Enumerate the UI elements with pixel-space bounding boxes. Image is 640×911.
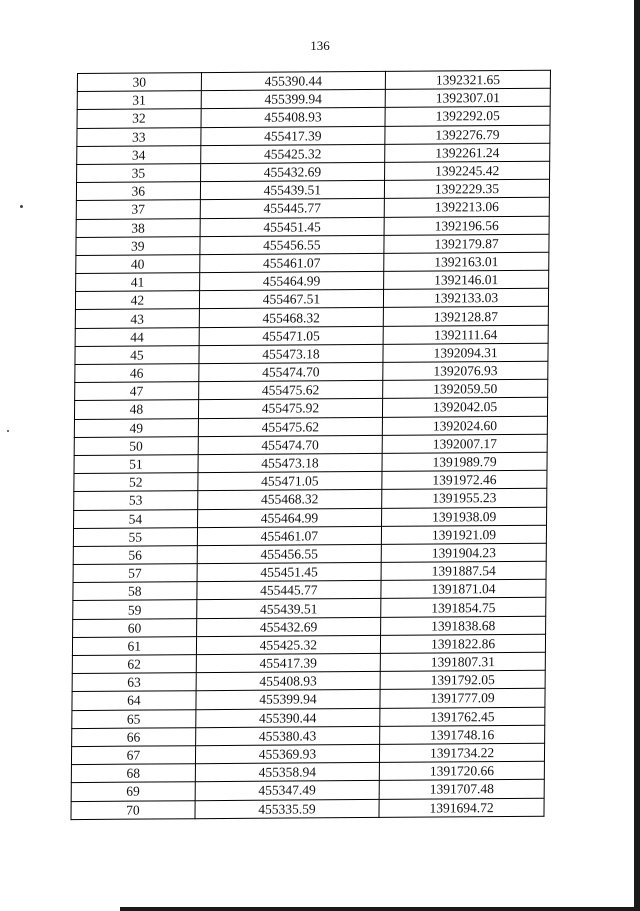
y-coordinate-cell: 1391734.22 <box>380 743 545 762</box>
point-number-cell: 63 <box>72 673 196 692</box>
y-coordinate-cell: 1391972.46 <box>382 470 547 489</box>
point-number-cell: 43 <box>75 309 199 328</box>
table-row <box>71 798 544 819</box>
y-coordinate-cell: 1391807.31 <box>380 652 545 671</box>
x-coordinate-cell: 455445.77 <box>200 199 385 218</box>
x-coordinate-cell: 455408.93 <box>201 108 386 127</box>
y-coordinate-cell: 1391694.72 <box>379 798 544 817</box>
point-number-cell: 54 <box>74 509 198 528</box>
x-coordinate-cell: 455432.69 <box>200 162 385 181</box>
x-coordinate-cell: 455471.05 <box>198 472 383 491</box>
y-coordinate-cell: 1391762.45 <box>380 707 545 726</box>
y-coordinate-cell: 1391921.09 <box>382 525 547 544</box>
x-coordinate-cell: 455417.39 <box>196 653 381 672</box>
coordinate-table-body <box>71 70 550 819</box>
y-coordinate-cell: 1392245.42 <box>385 161 550 180</box>
x-coordinate-cell: 455461.07 <box>199 253 384 272</box>
x-coordinate-cell: 455335.59 <box>195 799 380 818</box>
y-coordinate-cell: 1391707.48 <box>379 780 544 799</box>
point-number-cell: 70 <box>71 800 195 819</box>
x-coordinate-cell: 455358.94 <box>195 763 380 782</box>
y-coordinate-cell: 1392261.24 <box>385 143 550 162</box>
y-coordinate-cell: 1391904.23 <box>381 543 546 562</box>
y-coordinate-cell: 1392276.79 <box>385 125 550 144</box>
x-coordinate-cell: 455464.99 <box>197 508 382 527</box>
x-coordinate-cell: 455399.94 <box>196 690 381 709</box>
y-coordinate-cell: 1392133.03 <box>384 288 549 307</box>
point-number-cell: 52 <box>74 473 198 492</box>
page-number: 136 <box>310 38 330 53</box>
y-coordinate-cell: 1392076.93 <box>383 361 548 380</box>
x-coordinate-cell: 455417.39 <box>201 126 386 145</box>
y-coordinate-cell: 1391938.09 <box>382 507 547 526</box>
x-coordinate-cell: 455474.70 <box>198 435 383 454</box>
coordinate-table <box>70 70 550 820</box>
point-number-cell: 46 <box>75 364 199 383</box>
point-number-cell: 45 <box>75 345 199 364</box>
point-number-cell: 35 <box>77 164 201 183</box>
point-number-cell: 59 <box>73 600 197 619</box>
y-coordinate-cell: 1392111.64 <box>383 325 548 344</box>
point-number-cell: 33 <box>77 127 201 146</box>
y-coordinate-cell: 1391989.79 <box>382 452 547 471</box>
y-coordinate-cell: 1391838.68 <box>381 616 546 635</box>
x-coordinate-cell: 455467.51 <box>199 290 384 309</box>
point-number-cell: 48 <box>74 400 198 419</box>
x-coordinate-cell: 455347.49 <box>195 781 380 800</box>
y-coordinate-cell: 1392146.01 <box>384 270 549 289</box>
point-number-cell: 62 <box>72 655 196 674</box>
point-number-cell: 38 <box>76 218 200 237</box>
x-coordinate-cell: 455475.92 <box>198 399 383 418</box>
point-number-cell: 47 <box>75 382 199 401</box>
y-coordinate-cell: 1391822.86 <box>381 634 546 653</box>
point-number-cell: 39 <box>76 236 200 255</box>
point-number-cell: 51 <box>74 455 198 474</box>
y-coordinate-cell: 1391792.05 <box>380 670 545 689</box>
point-number-cell: 36 <box>76 182 200 201</box>
point-number-cell: 30 <box>77 73 201 92</box>
y-coordinate-cell: 1392163.01 <box>384 252 549 271</box>
x-coordinate-cell: 455456.55 <box>200 235 385 254</box>
point-number-cell: 60 <box>73 618 197 637</box>
point-number-cell: 40 <box>76 255 200 274</box>
point-number-cell: 69 <box>71 782 195 801</box>
x-coordinate-cell: 455464.99 <box>199 271 384 290</box>
y-coordinate-cell: 1392196.56 <box>384 216 549 235</box>
x-coordinate-cell: 455461.07 <box>197 526 382 545</box>
point-number-cell: 53 <box>74 491 198 510</box>
point-number-cell: 68 <box>71 764 195 783</box>
point-number-cell: 50 <box>74 436 198 455</box>
point-number-cell: 57 <box>73 564 197 583</box>
x-coordinate-cell: 455468.32 <box>199 308 384 327</box>
point-number-cell: 44 <box>75 327 199 346</box>
x-coordinate-cell: 455473.18 <box>198 453 383 472</box>
point-number-cell: 58 <box>73 582 197 601</box>
point-number-cell: 31 <box>77 91 201 110</box>
x-coordinate-cell: 455445.77 <box>197 581 382 600</box>
x-coordinate-cell: 455451.45 <box>200 217 385 236</box>
x-coordinate-cell: 455474.70 <box>198 362 383 381</box>
x-coordinate-cell: 455471.05 <box>199 326 384 345</box>
y-coordinate-cell: 1391720.66 <box>379 761 544 780</box>
x-coordinate-cell: 455425.32 <box>196 635 381 654</box>
x-coordinate-cell: 455390.44 <box>195 708 380 727</box>
x-coordinate-cell: 455425.32 <box>200 144 385 163</box>
y-coordinate-cell: 1392179.87 <box>384 234 549 253</box>
scan-edge-right <box>634 0 640 911</box>
x-coordinate-cell: 455475.62 <box>198 417 383 436</box>
y-coordinate-cell: 1392292.05 <box>385 107 550 126</box>
y-coordinate-cell: 1391955.23 <box>382 489 547 508</box>
scan-speck <box>7 430 9 432</box>
y-coordinate-cell: 1392229.35 <box>385 179 550 198</box>
x-coordinate-cell: 455468.32 <box>197 490 382 509</box>
x-coordinate-cell: 455390.44 <box>201 71 386 90</box>
x-coordinate-cell: 455369.93 <box>195 744 380 763</box>
y-coordinate-cell: 1391748.16 <box>380 725 545 744</box>
x-coordinate-cell: 455456.55 <box>197 544 382 563</box>
point-number-cell: 55 <box>73 527 197 546</box>
y-coordinate-cell: 1392213.06 <box>384 198 549 217</box>
y-coordinate-cell: 1392307.01 <box>385 88 550 107</box>
x-coordinate-cell: 455399.94 <box>201 90 386 109</box>
x-coordinate-cell: 455475.62 <box>198 381 383 400</box>
x-coordinate-cell: 455380.43 <box>195 726 380 745</box>
y-coordinate-cell: 1392094.31 <box>383 343 548 362</box>
y-coordinate-cell: 1391887.54 <box>381 561 546 580</box>
y-coordinate-cell: 1391777.09 <box>380 689 545 708</box>
point-number-cell: 34 <box>77 145 201 164</box>
y-coordinate-cell: 1392321.65 <box>385 70 550 89</box>
y-coordinate-cell: 1392024.60 <box>382 416 547 435</box>
y-coordinate-cell: 1392059.50 <box>383 379 548 398</box>
x-coordinate-cell: 455432.69 <box>196 617 381 636</box>
point-number-cell: 61 <box>72 637 196 656</box>
x-coordinate-cell: 455451.45 <box>197 562 382 581</box>
point-number-cell: 67 <box>71 746 195 765</box>
x-coordinate-cell: 455408.93 <box>196 672 381 691</box>
point-number-cell: 49 <box>74 418 198 437</box>
x-coordinate-cell: 455439.51 <box>196 599 381 618</box>
y-coordinate-cell: 1392042.05 <box>383 398 548 417</box>
point-number-cell: 65 <box>72 709 196 728</box>
scan-speck <box>20 205 23 208</box>
point-number-cell: 42 <box>75 291 199 310</box>
point-number-cell: 41 <box>76 273 200 292</box>
point-number-cell: 37 <box>76 200 200 219</box>
y-coordinate-cell: 1391871.04 <box>381 579 546 598</box>
y-coordinate-cell: 1392128.87 <box>383 307 548 326</box>
point-number-cell: 64 <box>72 691 196 710</box>
x-coordinate-cell: 455439.51 <box>200 180 385 199</box>
scan-edge-bottom <box>120 907 640 911</box>
point-number-cell: 66 <box>72 727 196 746</box>
point-number-cell: 56 <box>73 546 197 565</box>
y-coordinate-cell: 1391854.75 <box>381 598 546 617</box>
y-coordinate-cell: 1392007.17 <box>382 434 547 453</box>
x-coordinate-cell: 455473.18 <box>199 344 384 363</box>
point-number-cell: 32 <box>77 109 201 128</box>
